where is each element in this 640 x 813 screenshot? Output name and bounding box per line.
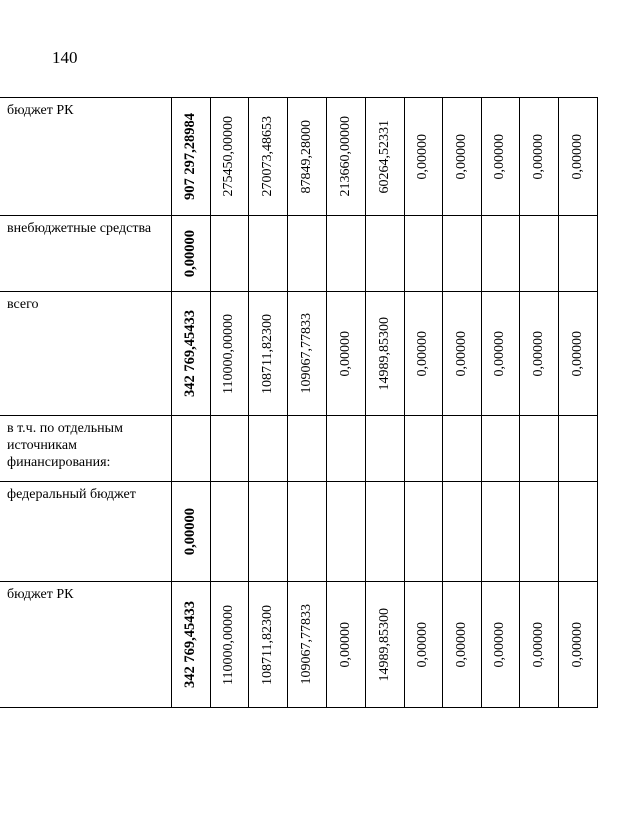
row-label: бюджет РК	[7, 587, 74, 602]
table-cell	[326, 292, 365, 415]
cell-value: 109067,77833	[298, 604, 314, 685]
cell-value: 0,00000	[530, 330, 546, 377]
table-cell	[481, 482, 519, 581]
table-cell	[326, 482, 365, 581]
table-cell	[287, 98, 326, 215]
table-cell	[171, 292, 210, 415]
table-cell	[365, 98, 404, 215]
table-row	[0, 292, 597, 416]
cell-value: 275450,00000	[221, 116, 236, 197]
cell-value: 0,00000	[453, 330, 469, 377]
cell-value: 0,00000	[337, 330, 353, 377]
table-cell	[481, 216, 519, 291]
table-cell	[481, 582, 519, 707]
cell-value: 0,00000	[415, 621, 430, 668]
table-cell	[326, 416, 365, 481]
table-cell	[326, 582, 365, 707]
row-label: в т.ч. по отдельным источникам финансирования:	[7, 421, 123, 470]
table-cell	[365, 216, 404, 291]
table-cell	[210, 216, 248, 291]
table-cell	[519, 416, 558, 481]
cell-value: 0,00000	[530, 133, 546, 180]
table-cell	[365, 482, 404, 581]
table-cell	[210, 98, 248, 215]
cell-value: 110000,00000	[221, 313, 236, 394]
cell-value: 0,00000	[415, 133, 430, 180]
cell-value: 87849,28000	[298, 119, 314, 194]
table-cell	[248, 582, 287, 707]
table-cell	[404, 292, 442, 415]
table-cell	[326, 216, 365, 291]
cell-value: 110000,00000	[221, 604, 236, 685]
row-label: внебюджетные средства	[7, 221, 152, 236]
table-cell	[248, 416, 287, 481]
table-cell	[171, 98, 210, 215]
total-value: 342 769,45433	[182, 601, 198, 688]
table-cell	[442, 582, 481, 707]
row-label: бюджет РК	[7, 103, 74, 118]
table-cell	[171, 582, 210, 707]
table-cell	[404, 416, 442, 481]
cell-value: 213660,00000	[337, 116, 353, 197]
row-label: федеральный бюджет	[7, 487, 136, 502]
cell-value: 0,00000	[337, 621, 353, 668]
table-cell	[248, 216, 287, 291]
cell-value: 0,00000	[415, 330, 430, 377]
table-row	[0, 582, 597, 707]
table-cell	[404, 216, 442, 291]
table-cell	[210, 416, 248, 481]
table-row	[0, 482, 597, 582]
table-cell	[287, 216, 326, 291]
table-cell	[171, 416, 210, 481]
table-cell	[287, 482, 326, 581]
table-cell	[442, 216, 481, 291]
cell-value: 0,00000	[530, 621, 546, 668]
table-cell	[365, 582, 404, 707]
total-value: 342 769,45433	[182, 310, 198, 397]
total-value: 0,00000	[182, 229, 198, 278]
cell-value: 0,00000	[569, 621, 585, 668]
table-row	[0, 216, 597, 292]
table-cell	[210, 482, 248, 581]
table-cell	[171, 482, 210, 581]
cell-value: 270073,48653	[259, 116, 275, 197]
table-cell	[326, 98, 365, 215]
table-cell	[558, 216, 597, 291]
cell-value: 108711,82300	[259, 604, 275, 685]
cell-value: 0,00000	[492, 330, 507, 377]
table-row	[0, 416, 597, 482]
table-cell	[481, 416, 519, 481]
table-cell	[365, 416, 404, 481]
table-cell	[558, 582, 597, 707]
cell-value: 0,00000	[492, 133, 507, 180]
cell-value: 0,00000	[492, 621, 507, 668]
table-cell	[519, 216, 558, 291]
table-cell	[210, 582, 248, 707]
cell-value: 0,00000	[453, 133, 469, 180]
cell-value: 14989,85300	[376, 607, 392, 682]
table-cell	[404, 482, 442, 581]
table-cell	[558, 98, 597, 215]
table-cell	[519, 582, 558, 707]
table-cell	[287, 416, 326, 481]
cell-value: 14989,85300	[376, 316, 392, 391]
table-cell	[248, 482, 287, 581]
table-cell	[287, 582, 326, 707]
table-cell	[442, 98, 481, 215]
page-number: 140	[52, 48, 78, 67]
total-value: 907 297,28984	[182, 113, 198, 200]
table-cell	[558, 416, 597, 481]
table-cell	[442, 292, 481, 415]
cell-value: 0,00000	[569, 330, 585, 377]
table-cell	[442, 482, 481, 581]
table-cell	[519, 292, 558, 415]
total-value: 0,00000	[182, 507, 198, 556]
table-cell	[558, 292, 597, 415]
budget-table	[0, 97, 598, 708]
table-cell	[519, 98, 558, 215]
table-cell	[481, 292, 519, 415]
cell-value: 0,00000	[569, 133, 585, 180]
table-cell	[442, 416, 481, 481]
table-cell	[365, 292, 404, 415]
cell-value: 109067,77833	[298, 313, 314, 394]
table-cell	[404, 98, 442, 215]
table-cell	[558, 482, 597, 581]
table-cell	[287, 292, 326, 415]
row-label: всего	[7, 297, 39, 312]
table-cell	[481, 98, 519, 215]
cell-value: 0,00000	[453, 621, 469, 668]
table-cell	[404, 582, 442, 707]
cell-value: 60264,52331	[376, 119, 392, 194]
table-cell	[210, 292, 248, 415]
table-cell	[248, 292, 287, 415]
table-row	[0, 98, 597, 216]
table-cell	[248, 98, 287, 215]
cell-value: 108711,82300	[259, 313, 275, 394]
table-cell	[171, 216, 210, 291]
table-cell	[519, 482, 558, 581]
